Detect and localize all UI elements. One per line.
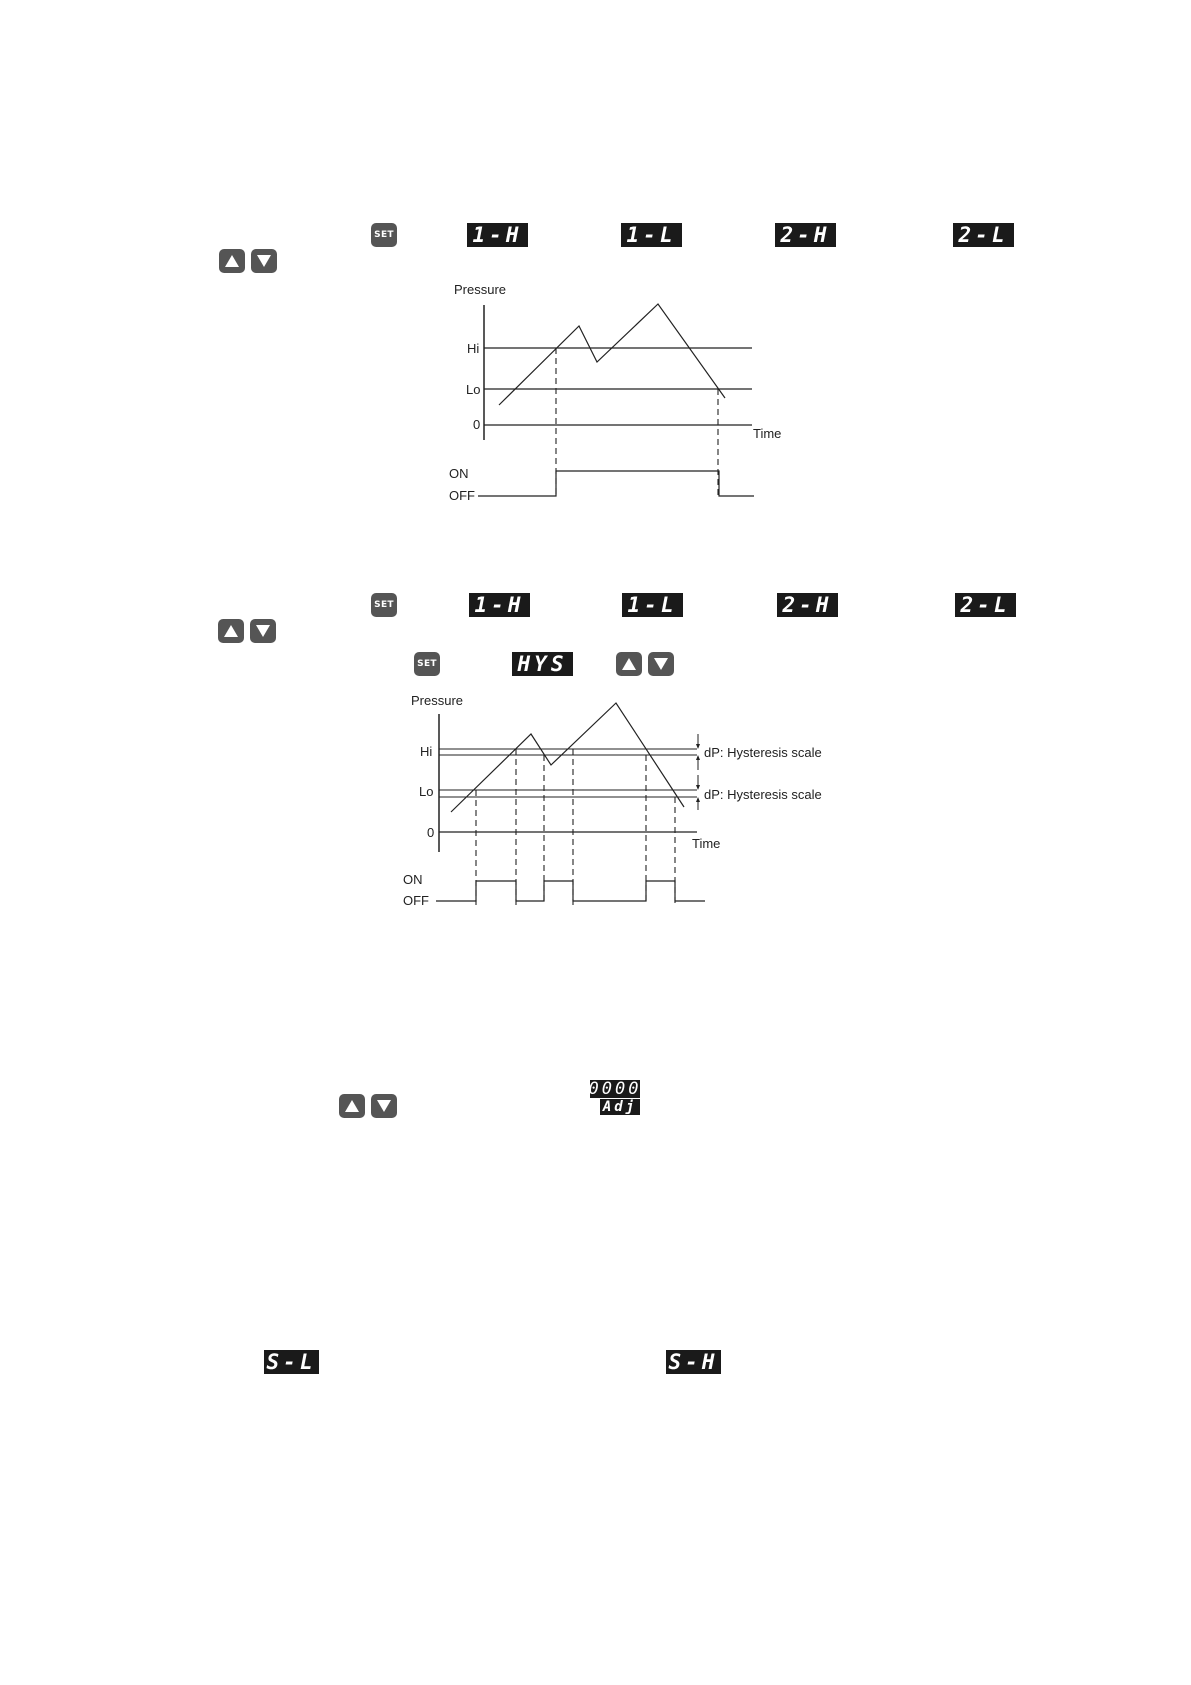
- display-adj: Adj: [600, 1099, 640, 1115]
- down-arrow-icon: [256, 254, 272, 268]
- set-button[interactable]: SET: [371, 223, 397, 247]
- x-axis-label: Time: [692, 836, 721, 851]
- display-hys: HYS: [512, 652, 573, 676]
- hi-label: Hi: [467, 341, 480, 356]
- display-2-h-2: 2-H: [777, 593, 838, 617]
- up-arrow-icon: [223, 624, 239, 638]
- up-button[interactable]: [219, 249, 245, 273]
- display-2-l-2: 2-L: [955, 593, 1016, 617]
- off-label: OFF: [449, 488, 475, 503]
- up-arrow-icon: [344, 1099, 360, 1113]
- down-arrow-icon: [255, 624, 271, 638]
- up-button-4[interactable]: [339, 1094, 365, 1118]
- display-1-l-2: 1-L: [622, 593, 683, 617]
- display-1-h: 1-H: [467, 223, 528, 247]
- lo-label: Lo: [419, 784, 434, 799]
- zero-label: 0: [427, 825, 435, 840]
- up-arrow-icon: [621, 657, 637, 671]
- lo-label: Lo: [466, 382, 481, 397]
- display-2-l: 2-L: [953, 223, 1014, 247]
- down-button-3[interactable]: [648, 652, 674, 676]
- up-arrow-icon: [224, 254, 240, 268]
- x-axis-label: Time: [753, 426, 782, 441]
- on-label: ON: [449, 466, 469, 481]
- display-1-l: 1-L: [621, 223, 682, 247]
- down-button-2[interactable]: [250, 619, 276, 643]
- display-s-h: S-H: [666, 1350, 721, 1374]
- chart-hysteresis-output: [395, 690, 855, 920]
- display-2-h: 2-H: [775, 223, 836, 247]
- on-off-signal: [436, 881, 705, 901]
- y-axis-label: Pressure: [411, 693, 464, 708]
- y-axis-label: Pressure: [454, 282, 507, 297]
- on-label: ON: [403, 872, 423, 887]
- dp-lo-label: dP: Hysteresis scale: [704, 787, 822, 802]
- set-button-2[interactable]: SET: [371, 593, 397, 617]
- on-off-signal: [478, 471, 754, 496]
- set-button-3[interactable]: SET: [414, 652, 440, 676]
- pressure-curve: [499, 304, 725, 405]
- down-button[interactable]: [251, 249, 277, 273]
- zero-label: 0: [473, 417, 481, 432]
- off-label: OFF: [403, 893, 429, 908]
- hi-label: Hi: [420, 744, 433, 759]
- display-value: 0000: [588, 1078, 642, 1099]
- dp-hi-label: dP: Hysteresis scale: [704, 745, 822, 760]
- up-button-2[interactable]: [218, 619, 244, 643]
- down-arrow-icon: [653, 657, 669, 671]
- display-s-l: S-L: [264, 1350, 319, 1374]
- up-button-3[interactable]: [616, 652, 642, 676]
- down-button-4[interactable]: [371, 1094, 397, 1118]
- display-1-h-2: 1-H: [469, 593, 530, 617]
- chart-switch-output: [440, 275, 800, 505]
- pressure-curve: [451, 703, 684, 812]
- down-arrow-icon: [376, 1099, 392, 1113]
